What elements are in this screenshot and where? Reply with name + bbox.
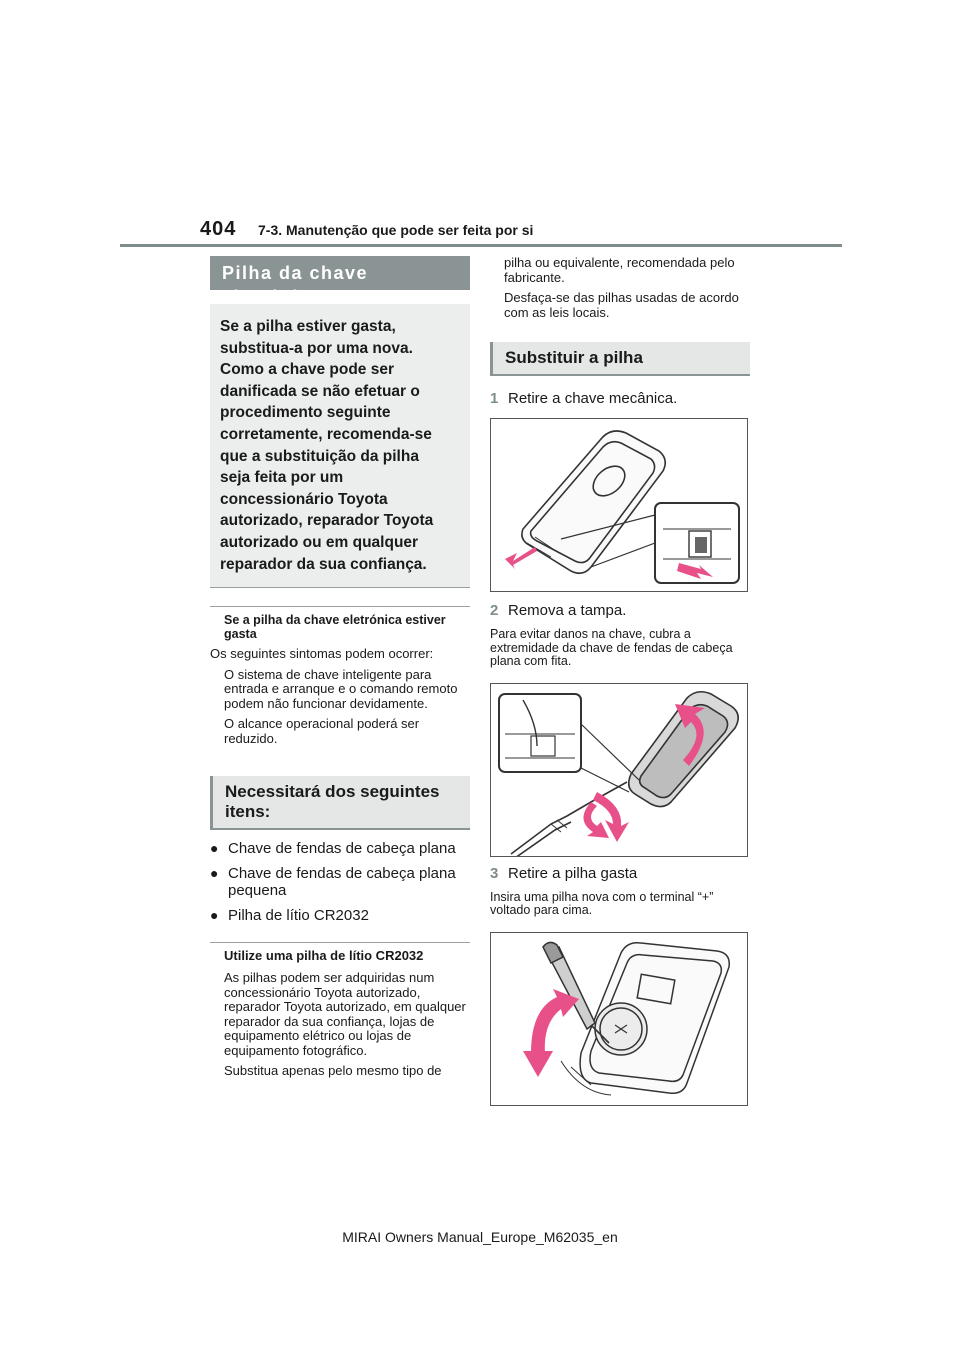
intro-line: Se a pilha estiver gasta, [220,318,396,335]
bullet-icon: ● [210,840,219,857]
figure-remove-mechanical-key [490,418,748,592]
bullet-icon: ● [210,865,219,882]
step-1: 1 Retire a chave mecânica. [490,390,678,407]
intro-line: que a substituição da pilha [220,447,419,465]
note-item: O sistema de chave inteligente para entrada e arranque e o comando remoto podem não funcionar devidamente. [224,666,458,711]
section-title: 7-3. Manutenção que pode ser feita por si [258,222,534,238]
note-title: Utilize uma pilha de lítio CR2032 [224,948,424,964]
footer: MIRAI Owners Manual_Europe_M62035_en [342,1229,618,1245]
note-weak-battery [210,606,470,746]
list-item: ● Chave de fendas de cabeça plana pequena [210,865,456,900]
note-paragraph: Desfaça-se das pilhas usadas de acordo com as leis locais. [504,290,739,320]
intro-line: reparador da sua confiança. [220,555,427,573]
page-number: 404 [200,218,237,240]
intro-box [210,304,470,588]
right-column [490,256,750,1106]
bullet-icon: ● [210,907,219,924]
section-heading-items: Necessitará dos seguintes itens: [210,776,470,830]
intro-line: substitua-a por uma nova. [220,339,413,357]
intro-line: procedimento seguinte [220,404,391,422]
intro-line: concessionário Toyota [220,490,388,508]
figure-remove-cover [490,683,748,857]
note-paragraph: pilha ou equivalente, recomendada pelo fabricante. [504,255,735,285]
left-column [210,256,470,1079]
step-2: 2 Remova a tampa. [490,602,627,619]
intro-line: danificada se não efetuar o [220,382,420,400]
note-paragraph: As pilhas podem ser adquiridas num concessionário Toyota autorizado, reparador Toyota autorizado, em qualquer reparador da sua confiança, lojas de equipamento elétrico ou lojas de equipamento fotográfico. [224,970,466,1058]
step-note: Para evitar danos na chave, cubra a extremidade da chave de fendas de cabeça plana com fita. [490,627,733,668]
list-item: ● Pilha de lítio CR2032 [210,907,369,925]
header-rule [120,244,842,247]
note-paragraph: Substitua apenas pelo mesmo tipo de [224,1063,442,1079]
note-item: O alcance operacional poderá ser reduzido. [224,716,420,746]
intro-line: autorizado ou em qualquer [220,533,419,551]
figure-remove-battery [490,932,748,1106]
note-intro: Os seguintes sintomas podem ocorrer: [210,646,434,662]
intro-line: seja feita por um [220,469,344,487]
intro-line: Como a chave pode ser [220,361,395,379]
section-heading-replace: Substituir a pilha [490,342,750,376]
step-note: Insira uma pilha nova com o terminal “+” voltado para cima. [490,889,714,917]
section-heading-battery: Pilha da chave eletrónica [210,256,470,290]
note-battery-type [210,942,470,1079]
required-items-list [210,840,470,924]
step-3: 3 Retire a pilha gasta [490,864,638,882]
intro-line: corretamente, recomenda-se [220,425,432,443]
intro-line: autorizado, reparador Toyota [220,512,434,530]
list-item: ● Chave de fendas de cabeça plana [210,840,456,858]
note-title: Se a pilha da chave eletrónica estiver gasta [224,613,446,642]
